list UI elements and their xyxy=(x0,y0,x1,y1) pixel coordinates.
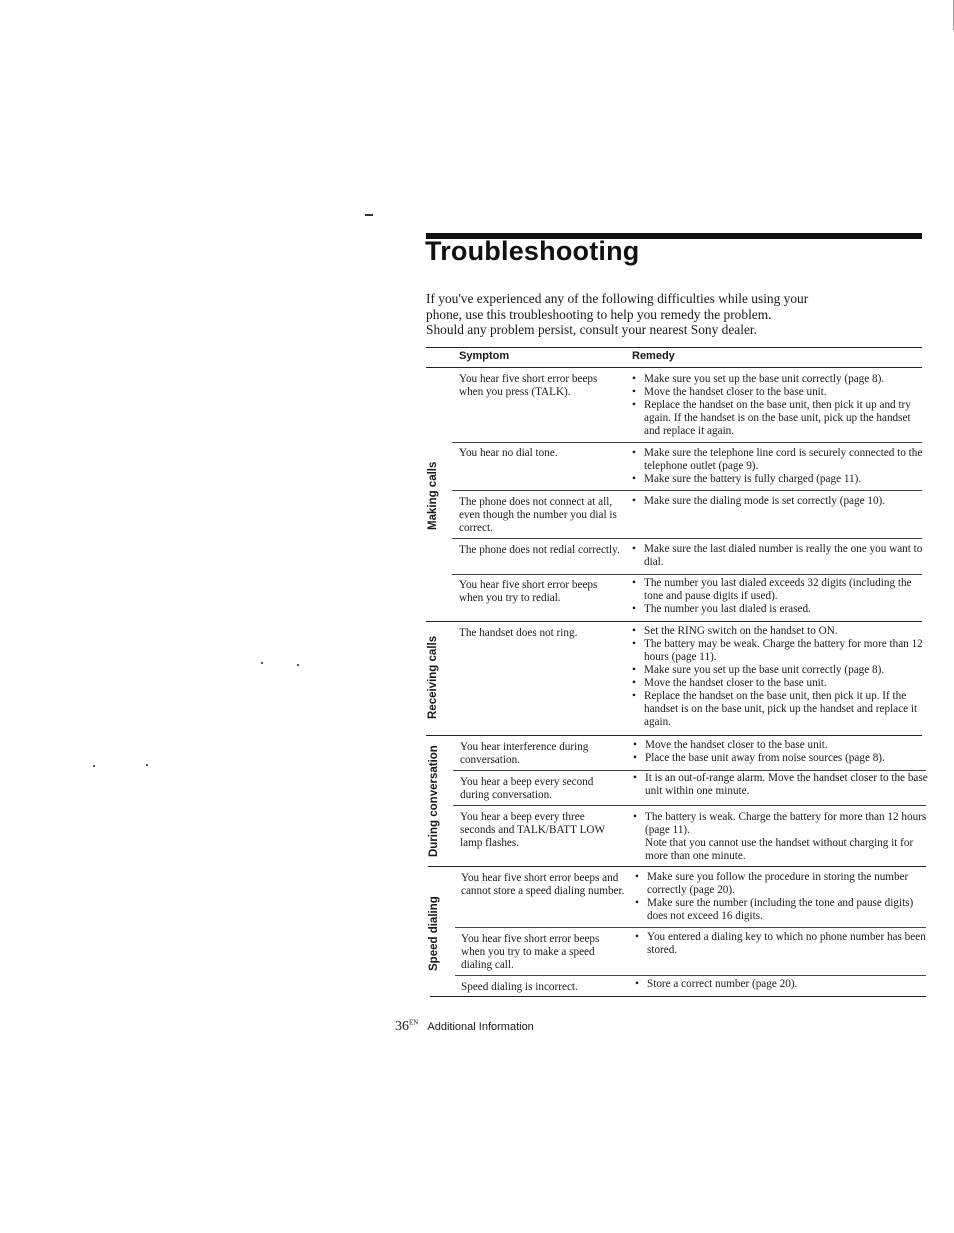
remedy-item: • Make sure the last dialed number is really the one you want to dial. xyxy=(632,543,927,569)
header-symptom: Symptom xyxy=(459,350,510,362)
scan-speck xyxy=(93,765,95,767)
page-number: $36^{EN}$ xyxy=(395,1018,419,1034)
group-label-during-conversation: During conversation xyxy=(428,745,440,857)
scan-speck xyxy=(146,764,148,766)
remedy-item: • Place the base unit away from noise sources (page 8). xyxy=(633,752,928,765)
remedy-cell xyxy=(632,495,927,508)
remedy-item: • The battery is weak. Charge the battery for more than 12 hours (page 11). xyxy=(633,811,928,837)
remedy-item: • Make sure you set up the base unit correctly (page 8). xyxy=(632,373,927,386)
symptom-cell: Speed dialing is incorrect. xyxy=(461,981,578,993)
remedy-cell xyxy=(632,373,927,438)
symptom-cell: You hear a beep every three seconds and TALK/BATT LOW lamp flashes. xyxy=(460,811,605,849)
row-rule xyxy=(452,538,922,539)
row-rule xyxy=(453,805,926,806)
group-label-making-calls: Making calls xyxy=(427,461,439,530)
intro-line: If you've experienced any of the following difficulties while using your xyxy=(426,291,809,306)
remedy-cell xyxy=(635,931,930,957)
remedy-item: • Make sure you set up the base unit correctly (page 8). xyxy=(632,664,927,677)
remedy-item: • Make sure the telephone line cord is securely connected to the telephone outlet (page 9). xyxy=(632,447,927,473)
group-rule xyxy=(426,735,922,736)
remedy-cell xyxy=(632,447,927,486)
remedy-cell xyxy=(635,978,930,991)
remedy-item: • Make sure you follow the procedure in storing the number correctly (page 20). xyxy=(635,871,930,897)
group-rule xyxy=(428,866,926,867)
remedy-item: • Set the RING switch on the handset to ON. xyxy=(632,625,927,638)
group-rule xyxy=(426,621,922,622)
symptom-cell: You hear five short error beeps when you press (TALK). xyxy=(459,373,598,398)
remedy-cell xyxy=(633,739,928,765)
scan-speck xyxy=(297,664,299,666)
row-rule xyxy=(452,574,922,575)
remedy-item: • The number you last dialed is erased. xyxy=(632,603,927,616)
remedy-item: • Make sure the battery is fully charged (page 11). xyxy=(632,473,927,486)
row-rule xyxy=(455,927,926,928)
table-bottom-rule xyxy=(430,996,926,997)
page-title: Troubleshooting xyxy=(425,236,640,266)
remedy-item: • Store a correct number (page 20). xyxy=(635,978,930,991)
header-remedy: Remedy xyxy=(632,350,675,362)
remedy-item: • The number you last dialed exceeds 32 digits (including the tone and pause digits if used). xyxy=(632,577,927,603)
symptom-cell: You hear five short error beeps when you try to redial. xyxy=(459,579,598,604)
remedy-item: • Move the handset closer to the base unit. xyxy=(632,386,927,399)
intro-line: Should any problem persist, consult your nearest Sony dealer. xyxy=(426,322,757,337)
remedy-note: Note that you cannot use the handset without charging it for more than one minute. xyxy=(645,837,914,862)
remedy-item: • Make sure the dialing mode is set correctly (page 10). xyxy=(632,495,927,508)
remedy-cell xyxy=(633,772,928,798)
symptom-cell: The handset does not ring. xyxy=(459,627,578,639)
row-rule xyxy=(452,490,922,491)
group-label-speed-dialing: Speed dialing xyxy=(428,896,440,971)
scan-speck xyxy=(365,214,373,216)
symptom-cell: You hear five short error beeps when you try to make a speed dialing call. xyxy=(461,933,600,971)
page-footer xyxy=(395,1018,534,1035)
table-top-rule xyxy=(426,347,922,348)
remedy-item: • It is an out-of-range alarm. Move the handset closer to the base unit within one minute. xyxy=(633,772,928,798)
symptom-cell: You hear a beep every second during conversation. xyxy=(460,776,594,801)
symptom-cell: The phone does not connect at all, even though the number you dial is correct. xyxy=(459,496,617,534)
row-rule xyxy=(453,770,926,771)
remedy-item: • Replace the handset on the base unit, then pick it up. If the handset is on the base unit, pick up the handset and replace it again. xyxy=(632,690,927,729)
section-name: Additional Information xyxy=(427,1020,534,1033)
remedy-item: • Move the handset closer to the base unit. xyxy=(633,739,928,752)
header-rule xyxy=(426,367,922,368)
intro-line: phone, use this troubleshooting to help you remedy the problem. xyxy=(426,306,772,322)
row-rule xyxy=(455,975,926,976)
symptom-cell: The phone does not redial correctly. xyxy=(459,544,620,556)
symptom-cell: You hear five short error beeps and cannot store a speed dialing number. xyxy=(461,872,625,897)
remedy-item: • Make sure the number (including the tone and pause digits) does not exceed 16 digits. xyxy=(635,897,930,923)
symptom-cell: You hear interference during conversation. xyxy=(460,741,589,766)
intro-paragraph xyxy=(426,291,856,338)
remedy-cell xyxy=(633,811,928,863)
remedy-item: • The battery may be weak. Charge the battery for more than 12 hours (page 11). xyxy=(632,638,927,664)
remedy-item: • Replace the handset on the base unit, then pick it up and try again. If the handset is on the base unit, pick up the handset and replace it again. xyxy=(632,399,927,438)
symptom-cell: You hear no dial tone. xyxy=(459,447,558,459)
scan-speck xyxy=(261,662,263,664)
row-rule xyxy=(452,442,922,443)
remedy-item: • You entered a dialing key to which no phone number has been stored. xyxy=(635,931,930,957)
remedy-item: • Move the handset closer to the base unit. xyxy=(632,677,927,690)
remedy-cell xyxy=(632,543,927,569)
remedy-cell xyxy=(632,577,927,616)
remedy-cell xyxy=(635,871,930,923)
group-label-receiving-calls: Receiving calls xyxy=(427,635,439,719)
remedy-cell xyxy=(632,625,927,729)
